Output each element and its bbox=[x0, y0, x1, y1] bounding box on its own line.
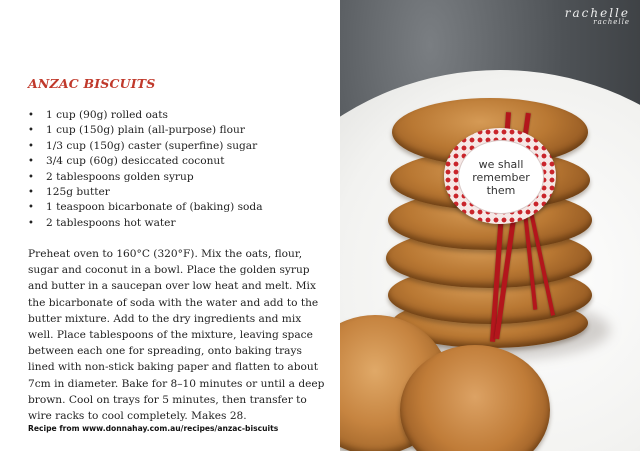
recipe-title: ANZAC BISCUITS bbox=[28, 76, 156, 91]
biscuit-photo bbox=[340, 0, 640, 451]
method-paragraph: Preheat oven to 160°C (320°F). Mix the oats, flour, sugar and coconut in a bowl. Place the golden syrup and butter in a saucepan over low heat and melt. Mix the bicarbonate of soda with the water and add to the butter mixture. Add to the dry ingredients and mix well. Place tablespoons of the mixture, leaving space between each one for spreading, onto baking trays lined with non-stick baking paper and flatten to about 7cm in diameter. Bake for 8–10 minutes or until a deep brown. Cool on trays for 5 minutes, then transfer to wire racks to cool completely. Makes 28. bbox=[28, 248, 325, 423]
gift-tag bbox=[444, 128, 556, 224]
ingredient-item: • 1/3 cup (150g) caster (superfine) sugar bbox=[28, 139, 263, 154]
watermark bbox=[565, 6, 630, 26]
gift-tag-label bbox=[458, 140, 544, 214]
tag-line: remember bbox=[472, 170, 530, 184]
ingredient-item: • 3/4 cup (60g) desiccated coconut bbox=[28, 154, 263, 169]
ingredient-item: • 2 tablespoons hot water bbox=[28, 216, 263, 231]
ingredient-list bbox=[28, 108, 263, 231]
ingredient-item: • 1 cup (90g) rolled oats bbox=[28, 108, 263, 123]
ingredient-item: • 1 cup (150g) plain (all-purpose) flour bbox=[28, 123, 263, 138]
tag-line: them bbox=[486, 183, 516, 197]
watermark-subtext: rachelle bbox=[593, 18, 630, 26]
recipe-credit: Recipe from www.donnahay.com.au/recipes/anzac-biscuits bbox=[28, 424, 279, 433]
ingredient-item: • 2 tablespoons golden syrup bbox=[28, 170, 263, 185]
ingredient-item: • 1 teaspoon bicarbonate of (baking) soda bbox=[28, 200, 263, 215]
watermark-text: rachelle bbox=[564, 6, 630, 20]
ingredient-item: • 125g butter bbox=[28, 185, 263, 200]
tag-line: we shall bbox=[478, 157, 524, 171]
